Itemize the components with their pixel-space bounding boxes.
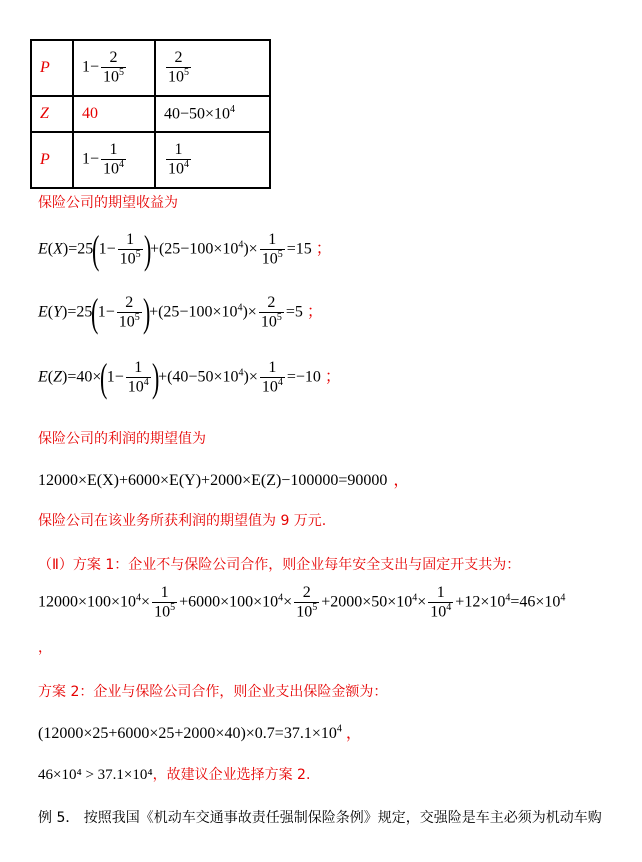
row1-cell2: $\frac{2}{10^5}$ (155, 40, 270, 96)
heading-profit: 保险公司的利润的期望值为 (38, 431, 206, 447)
row-label-p2: P (31, 132, 73, 188)
equation-plan1: $12000\times 100\times 10^4\times$ $\frac{1}{10^5}$ $+6000\times 100\times 10^4\times$ $\frac{2}{10^5}$ $+2000\times 50\times 10^4\times$ $\frac{1}{10^4}$ $+12\times 10^4=46\times 10^4$ (38, 584, 566, 621)
equation-profit: 12000×E(X)+6000×E(Y)+2000×E(Z)−100000=90000 ， (38, 472, 410, 489)
row3-cell1: 1− $\frac{1}{10^4}$ (73, 132, 155, 188)
row2-cell2: $40-50\times 10^4$ (155, 96, 270, 132)
row-label-z: Z (31, 96, 73, 132)
equation-plan2: $(12000\times 25+6000\times 25+2000\times 40)\times 0.7=37.1\times 10^4$ ， (38, 723, 362, 742)
heading-expectation: 保险公司的期望收益为 (38, 195, 178, 211)
probability-table (30, 39, 271, 189)
example-5: 例 5． 按照我国《机动车交通事故责任强制保险条例》规定，交强险是车主必须为机动车购 (38, 810, 602, 826)
equation-ez: E(Z)=40×(1− $\frac{1}{10^4}$ )$+(40-50\times 10^4)\times$ $\frac{1}{10^4}$ =−10 ； (38, 354, 341, 400)
row-label-p1: P (31, 40, 73, 96)
row2-cell1: 40 (73, 96, 155, 132)
equation-ex: E(X)=25(1− $\frac{1}{10^5}$ )$+(25-100\times 10^4)\times$ $\frac{1}{10^5}$ =15 ； (38, 226, 332, 272)
plan2-heading: 方案 2：企业与保险公司合作，则企业支出保险金额为： (38, 684, 388, 700)
profit-conclusion: 保险公司在该业务所获利润的期望值为 9 万元. (38, 513, 327, 529)
equation-ey: E(Y)=25(1− $\frac{2}{10^5}$ )$+(25-100\times 10^4)\times$ $\frac{2}{10^5}$ =5 ； (38, 289, 323, 335)
row3-cell2: $\frac{1}{10^4}$ (155, 132, 270, 188)
row1-cell1: 1− $\frac{2}{10^5}$ (73, 40, 155, 96)
plan1-heading: （Ⅱ）方案 1：企业不与保险公司合作，则企业每年安全支出与固定开支共为： (38, 557, 521, 573)
comparison-line: 46×10⁴ > 37.1×10⁴，故建议企业选择方案 2. (38, 767, 311, 783)
plan1-comma: ， (38, 641, 52, 656)
